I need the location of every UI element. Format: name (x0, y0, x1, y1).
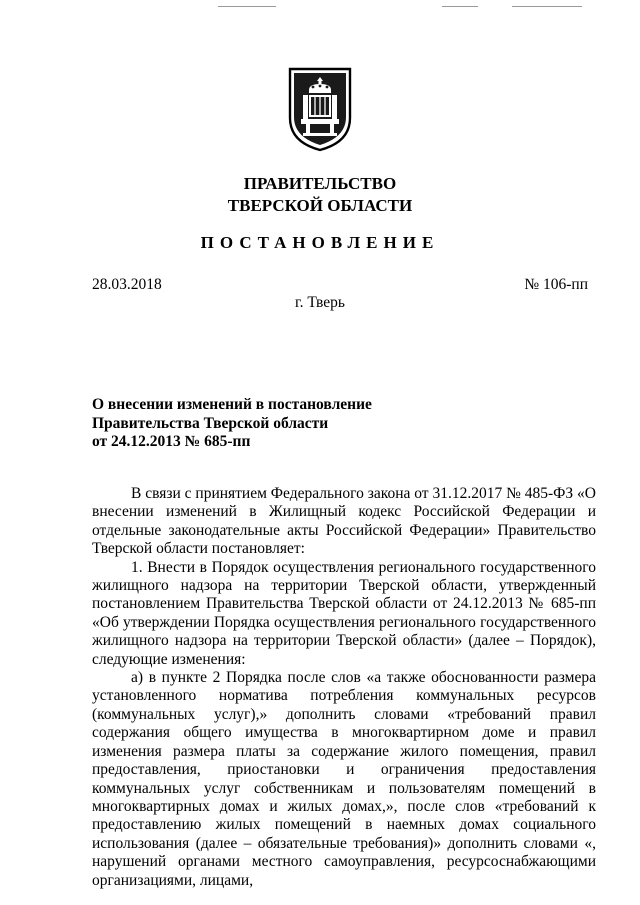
document-city: г. Тверь (295, 294, 345, 311)
scan-artifact-line (512, 6, 582, 7)
subject-line: О внесении изменений в постановление (92, 396, 372, 413)
authority-name-line2: ТВЕРСКОЙ ОБЛАСТИ (227, 196, 413, 215)
subject-line: от 24.12.2013 № 685-пп (92, 433, 251, 450)
coat-of-arms-icon (287, 66, 353, 152)
document-subject (92, 396, 492, 452)
scan-artifact-line (442, 6, 478, 7)
authority-name-line1: ПРАВИТЕЛЬСТВО (243, 174, 397, 193)
subject-line: Правительства Тверской области (92, 414, 329, 432)
body-paragraph: 1. Внести в Порядок осуществления регионального государственного жилищного надзора на территории Тверской области, утвержденный постановлением Правительства Тверской области от 24.12.2013 № 685-пп «Об утверждении Порядка осуществления регионального государственного жилищного надзора на территории Тверской области» (далее – Порядок), следующие изменения: (92, 558, 596, 668)
document-type-title: ПОСТАНОВЛЕНИЕ (200, 233, 440, 252)
document-number: № 106-пп (524, 276, 588, 293)
scan-artifact-line (218, 6, 276, 7)
body-paragraph: В связи с принятием Федерального закона от 31.12.2017 № 485-ФЗ «О внесении изменений в Жилищный кодекс Российской Федерации и отдельные законодательные акты Российской Федерации» Правительство Тверской области постановляет: (92, 485, 596, 558)
body-paragraph: а) в пункте 2 Порядка после слов «а также обоснованности размера установленного норматива потребления коммунальных ресурсов (коммунальных услуг),» дополнить словами «требований правил содержания общего имущества в многоквартирном доме и правил изменения размера платы за содержание жилого помещения, правил предоставления, приостановки и ограничения предоставления коммунальных услуг собственникам и пользователям помещений в многоквартирных домах и жилых домах,», после слов «требований к предоставлению жилых помещений в наемных домах социального использования (далее – обязательные требования)» дополнить словами «, нарушений органами местного самоуправления, ресурсоснабжающими организациями, лицами, (92, 669, 596, 889)
document-date: 28.03.2018 (92, 276, 162, 293)
document-body (92, 485, 596, 890)
